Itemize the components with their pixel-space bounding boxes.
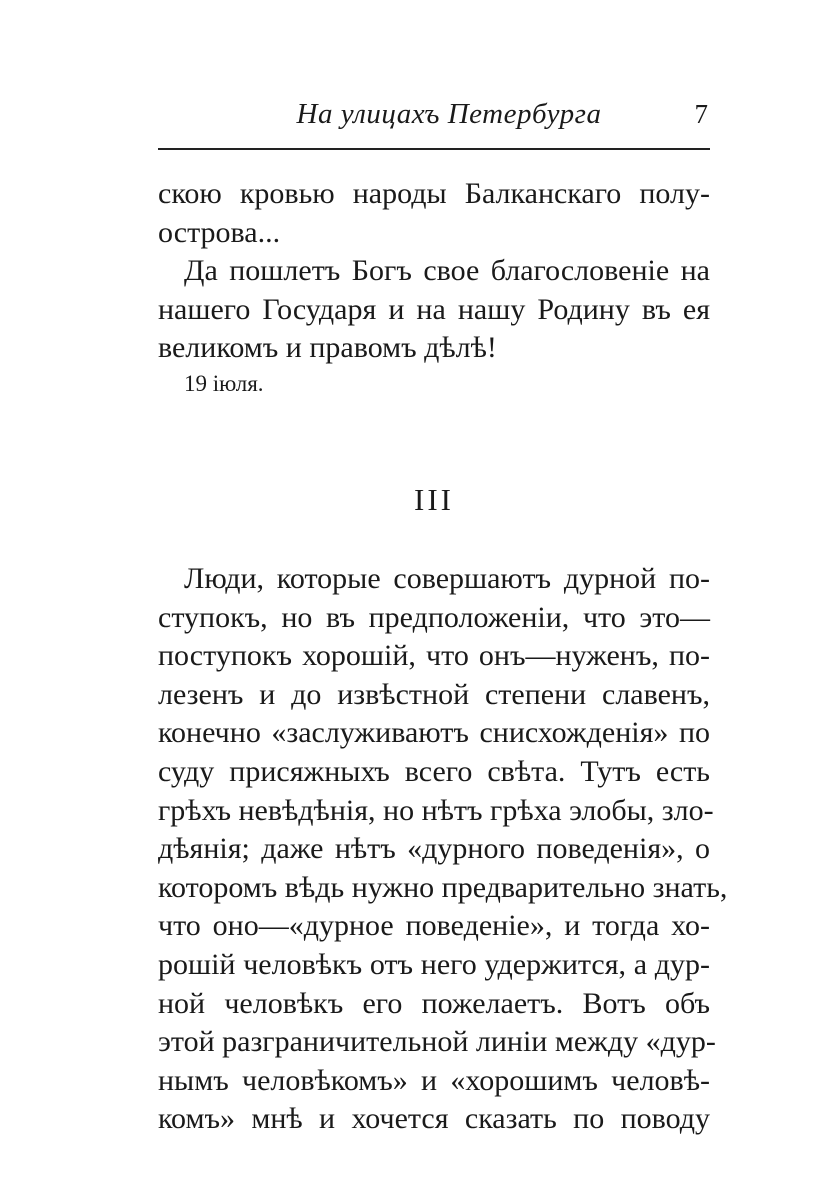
text-line: лезенъ и до извѣстной степени славенъ, [158, 677, 710, 711]
running-title: На улицахъ Петербурга [296, 98, 602, 130]
text-line: рошій человѣкъ отъ него удержится, а дур- [158, 947, 710, 981]
chapter-heading: III [414, 482, 454, 517]
header-rule [158, 148, 710, 150]
text-line: что оно—«дурное поведеніе», и тогда хо- [158, 909, 710, 943]
text-line: нашего Государя и на нашу Родину въ ея [158, 292, 710, 326]
text-line: которомъ вѣдь нужно предварительно знать, [158, 870, 728, 904]
text-line: ной человѣкъ его пожелаетъ. Вотъ объ [158, 986, 710, 1020]
text-line: острова... [158, 215, 281, 249]
main-paragraph [158, 560, 728, 1139]
date-line: 19 іюля. [184, 371, 264, 396]
text-line: Люди, которые совершаютъ дурной по- [184, 562, 710, 595]
page-number: 7 [694, 99, 708, 129]
text-line: этой разграничительной линіи между «дур- [158, 1025, 716, 1059]
text-line: поступокъ хорошій, что онъ—нуженъ, по- [158, 639, 710, 673]
text-line: скою кровью народы Балканскаго полу- [158, 177, 710, 210]
text-line: великомъ и правомъ дѣлѣ! [158, 331, 497, 365]
text-line: грѣхъ невѣдѣнія, но нѣтъ грѣха элобы, зло- [158, 793, 714, 827]
text-line: дѣянія; даже нѣтъ «дурного поведенія», о [158, 832, 710, 866]
text-line: конечно «заслуживаютъ снисхожденія» по [158, 716, 710, 750]
text-line: Да пошлетъ Богъ свое благословеніе на [184, 254, 710, 288]
text-line: ступокъ, но въ предположеніи, что это— [158, 600, 710, 634]
running-head [158, 92, 710, 136]
paragraph-continuation [158, 175, 710, 368]
text-line: комъ» мнѣ и хочется сказать по поводу [158, 1102, 710, 1136]
text-line: суду присяжныхъ всего свѣта. Тутъ есть [158, 754, 710, 788]
text-line: нымъ человѣкомъ» и «хорошимъ человѣ- [158, 1063, 710, 1097]
